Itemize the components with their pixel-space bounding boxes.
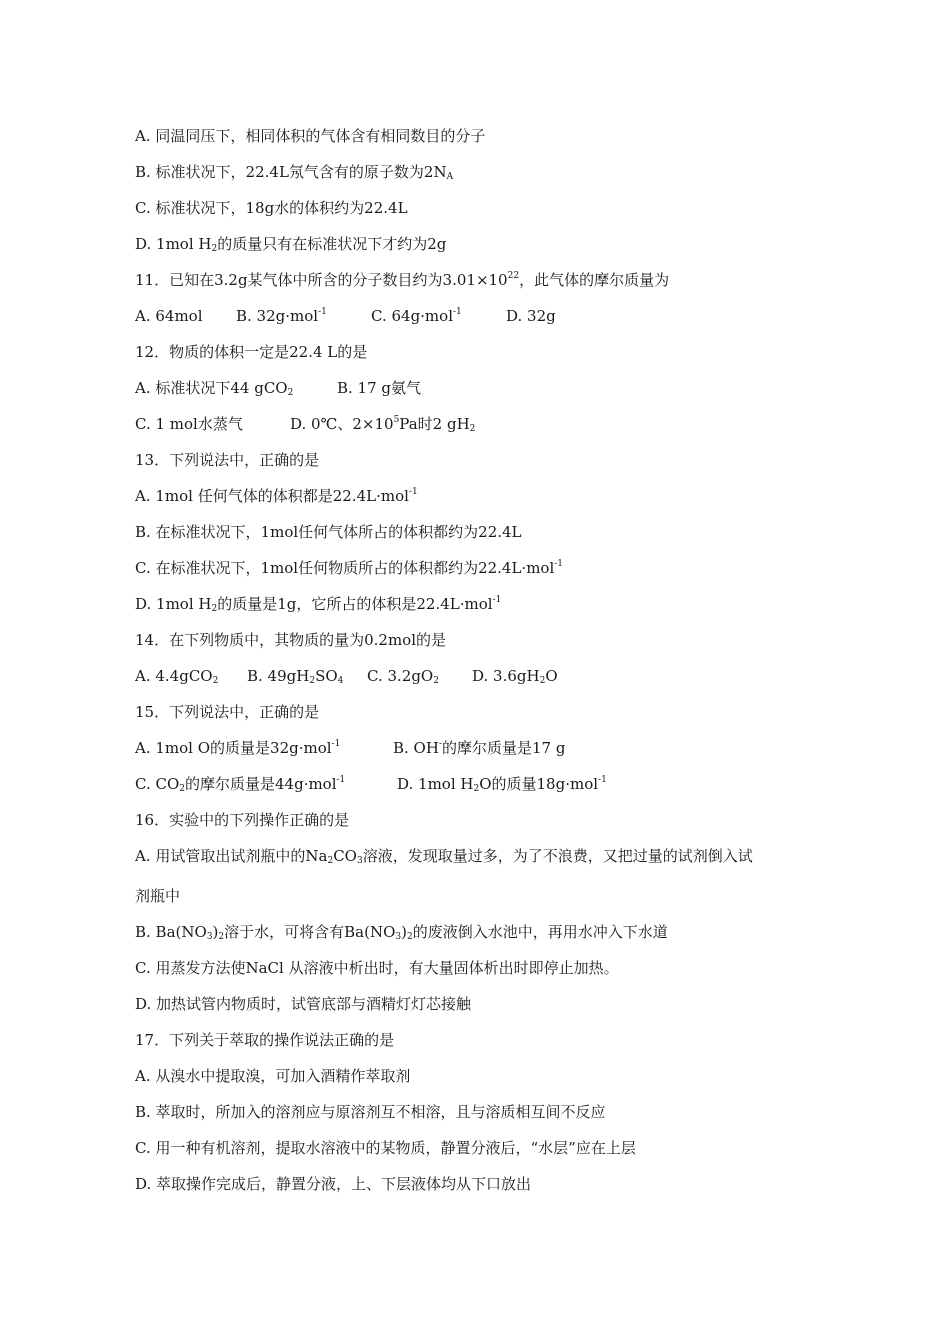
q11-options bbox=[135, 306, 556, 326]
q16-option-d: D. 加热试管内物质时，试管底部与酒精灯灯芯接触 bbox=[135, 995, 472, 1013]
q10-option-c: C. 标准状况下，18g水的体积约为22.4L bbox=[135, 199, 408, 217]
q16-option-b: B. $Ba(NO_3)_2$溶于水，可将含有$Ba(NO_3)_2$的废液倒入水池中，再用水冲入下水道 bbox=[135, 923, 668, 942]
q10-option-b: B. 标准状况下，22.4L氖气含有的原子数为$2N_A$ bbox=[135, 163, 454, 182]
q16-stem: 16．实验中的下列操作正确的是 bbox=[135, 811, 350, 829]
q13-option-d: D. 1mol $H_2$的质量是1g，它所占的体积是22.4L·mol$^{-1}$ bbox=[135, 595, 502, 614]
q11-stem: 11．已知在3.2g某气体中所含的分子数目约为$3.01\times 10^{22}$，此气体的摩尔质量为 bbox=[135, 271, 670, 289]
q12-option-a: A. 标准状况下44 gCO$_2$ bbox=[135, 379, 294, 398]
q15-option-c: C. $CO_2$的摩尔质量是44g·mol$^{-1}$ bbox=[135, 775, 346, 794]
q11-option-b: B. 32g·mol$^{-1}$ bbox=[236, 307, 327, 325]
q13-option-c: C. 在标准状况下，1mol任何物质所占的体积都约为22.4L·mol$^{-1}$ bbox=[135, 559, 564, 577]
q17-option-b: B. 萃取时，所加入的溶剂应与原溶剂互不相溶，且与溶质相互间不反应 bbox=[135, 1103, 606, 1121]
q14-option-d: D. $3.6gH_2O$ bbox=[472, 667, 558, 686]
q13-option-a: A. 1mol 任何气体的体积都是22.4L·mol$^{-1}$ bbox=[135, 487, 418, 505]
q16-option-a-continued: 剂瓶中 bbox=[135, 887, 181, 905]
q17-option-a: A. 从溴水中提取溴，可加入酒精作萃取剂 bbox=[135, 1067, 411, 1085]
q14-stem: 14．在下列物质中，其物质的量为0.2mol的是 bbox=[135, 631, 446, 649]
q13-stem: 13．下列说法中，正确的是 bbox=[135, 451, 320, 469]
q16-option-a: A. 用试管取出试剂瓶中的$Na_2CO_3$溶液，发现取量过多，为了不浪费，又把过量的试剂倒入试 bbox=[135, 847, 753, 866]
q14-option-c: C. $3.2gO_2$ bbox=[367, 667, 439, 686]
q12-options-cd bbox=[135, 414, 475, 434]
q15-option-d: D. 1mol $H_2O$的质量18g·mol$^{-1}$ bbox=[397, 775, 607, 794]
q10-option-a: A. 同温同压下，相同体积的气体含有相同数目的分子 bbox=[135, 127, 486, 145]
q14-options bbox=[135, 666, 558, 686]
q15-option-a: A. 1mol O的质量是32g·mol$^{-1}$ bbox=[135, 739, 341, 757]
q12-options-ab bbox=[135, 378, 421, 398]
q13-option-b: B. 在标准状况下，1mol任何气体所占的体积都约为22.4L bbox=[135, 523, 522, 541]
q14-option-a: A. 4.4gCO$_2$ bbox=[135, 667, 219, 686]
q15-option-b: B. OH-的摩尔质量是17 g bbox=[393, 739, 566, 757]
q15-options-ab bbox=[135, 738, 565, 758]
q17-stem: 17．下列关于萃取的操作说法正确的是 bbox=[135, 1031, 395, 1049]
q12-option-b: B. 17 g氨气 bbox=[337, 379, 422, 397]
q17-option-c: C. 用一种有机溶剂，提取水溶液中的某物质，静置分液后，“水层”应在上层 bbox=[135, 1139, 636, 1157]
q11-option-a: A. 64mol bbox=[135, 307, 203, 325]
q15-stem: 15．下列说法中，正确的是 bbox=[135, 703, 320, 721]
q12-stem: 12．物质的体积一定是22.4 L的是 bbox=[135, 343, 368, 361]
q15-options-cd bbox=[135, 774, 607, 794]
q16-option-c: C. 用蒸发方法使NaCl 从溶液中析出时，有大量固体析出时即停止加热。 bbox=[135, 959, 619, 977]
q14-option-b: B. $49gH_2SO_4$ bbox=[247, 667, 344, 686]
q12-option-c: C. 1 mol水蒸气 bbox=[135, 415, 243, 433]
q11-option-d: D. 32g bbox=[506, 307, 556, 325]
q17-option-d: D. 萃取操作完成后，静置分液，上、下层液体均从下口放出 bbox=[135, 1175, 532, 1193]
q10-option-d: D. 1mol $H_2$的质量只有在标准状况下才约为2g bbox=[135, 235, 447, 254]
q12-option-d: D. 0℃、$2\times 10^5Pa$时2 $gH_2$ bbox=[290, 415, 476, 434]
q11-option-c: C. 64g·mol$^{-1}$ bbox=[371, 307, 462, 325]
